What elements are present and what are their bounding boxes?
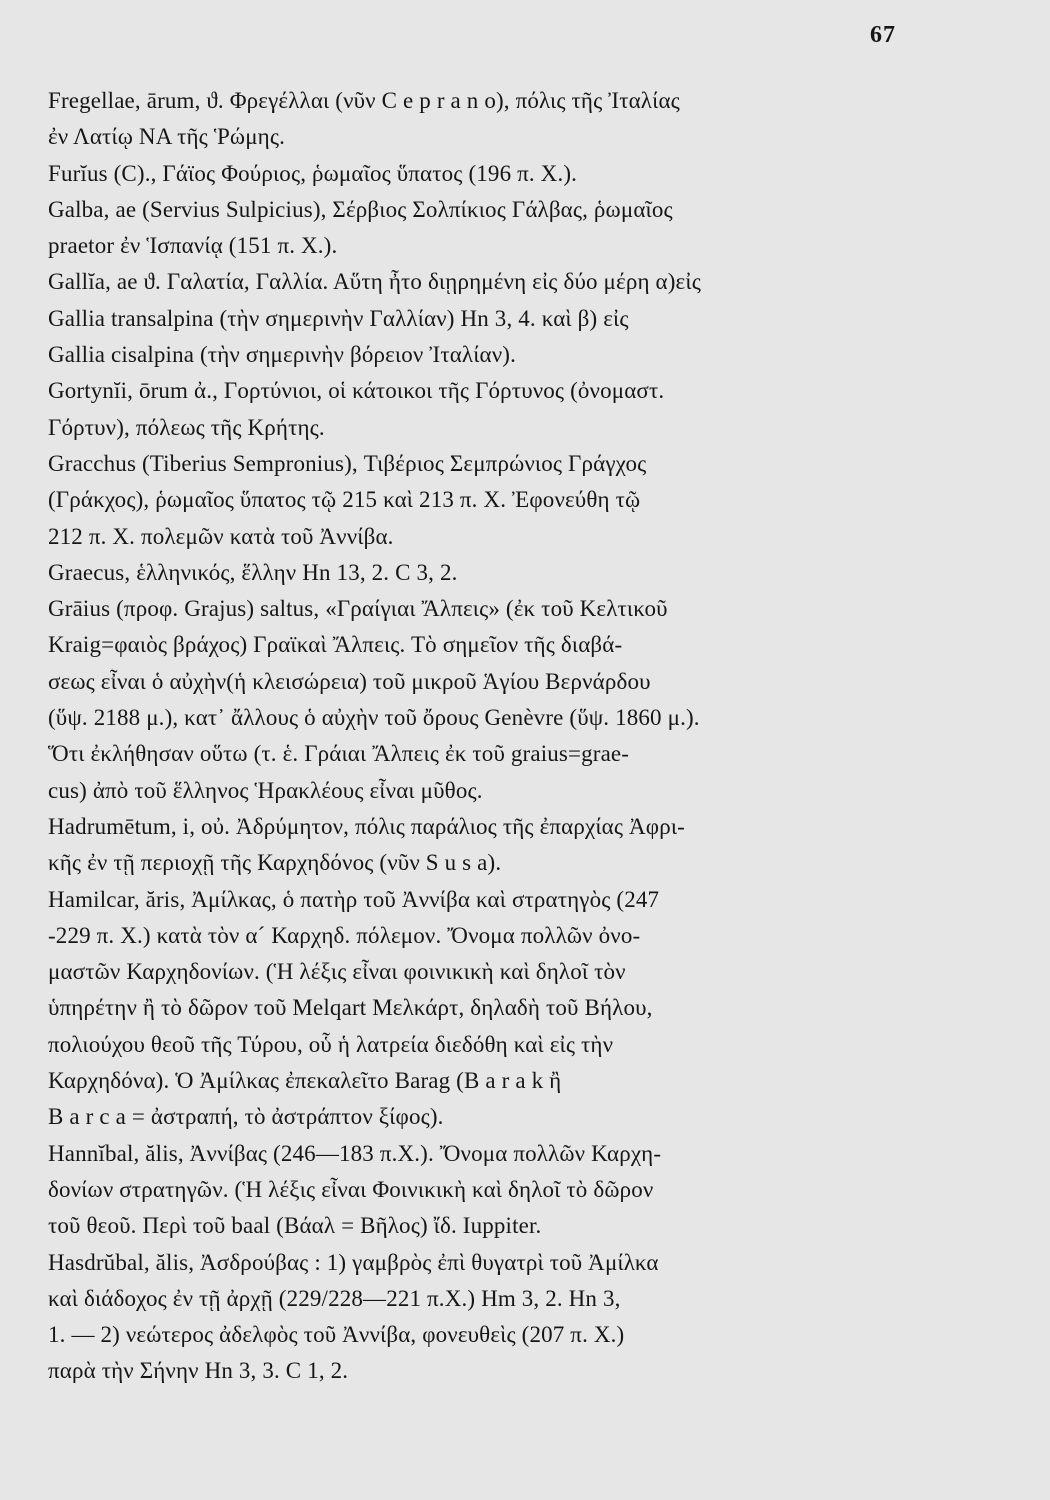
glossary-entry bbox=[48, 192, 910, 265]
entry-continuation-line: praetor ἐν Ἱσπανίᾳ (151 π. Χ.). bbox=[48, 233, 338, 259]
entry-continuation-line: Gallia transalpina (τὴν σημερινὴν Γαλλίαν) Hn 3, 4. καὶ β) εἰς bbox=[48, 305, 629, 331]
entry-continuation-line: Kraig=φαιὸς βράχος) Γραϊκαὶ Ἄλπεις. Τὸ σημεῖον τῆς διαβά- bbox=[48, 632, 623, 658]
entry-continuation-line: κῆς ἐν τῇ περιοχῇ τῆς Καρχηδόνος (νῦν S u s a). bbox=[48, 850, 502, 876]
glossary-entry bbox=[48, 373, 910, 446]
entry-headline: Hadrumētum, i, οὐ. Ἀδρύμητον, πόλις παράλιος τῆς ἐπαρχίας Ἀφρι- bbox=[48, 813, 685, 839]
entry-continuation-line: καὶ διάδοχος ἐν τῇ ἀρχῇ (229/228—221 π.Χ.) Hm 3, 2. Hn 3, bbox=[48, 1285, 621, 1311]
glossary-entry bbox=[48, 591, 910, 809]
entry-continuation-line: πολιούχου θεοῦ τῆς Τύρου, οὗ ἡ λατρεία διεδόθη καὶ εἰς τὴν bbox=[48, 1031, 614, 1057]
entry-headline: Grāius (προφ. Grajus) saltus, «Γραίγιαι Ἄλπεις» (ἐκ τοῦ Κελτικοῦ bbox=[48, 596, 668, 622]
entry-continuation-line: cus) ἀπὸ τοῦ ἕλληνος Ἡρακλέους εἶναι μῦθος. bbox=[48, 777, 483, 803]
entry-continuation-line: (Γράκχος), ῥωμαῖος ὕπατος τῷ 215 καὶ 213 π. Χ. Ἐφονεύθη τῷ bbox=[48, 487, 641, 513]
entry-continuation-line: (ὕψ. 2188 μ.), κατ᾽ ἄλλους ὁ αὐχὴν τοῦ ὄρους Genèvre (ὕψ. 1860 μ.). bbox=[48, 705, 700, 731]
entry-headline: Hannĭbal, ălis, Ἀννίβας (246—183 π.Χ.). Ὄνομα πολλῶν Καρχη- bbox=[48, 1140, 662, 1166]
glossary-entry bbox=[48, 809, 910, 882]
entry-continuation-line: ὑπηρέτην ἢ τὸ δῶρον τοῦ Melqart Μελκάρτ, δηλαδὴ τοῦ Βήλου, bbox=[48, 995, 653, 1021]
glossary-entry bbox=[48, 83, 910, 156]
entry-headline: Hamilcar, ăris, Ἀμίλκας, ὁ πατὴρ τοῦ Ἀννίβα καὶ στρατηγὸς (247 bbox=[48, 886, 660, 912]
entry-headline: Gracchus (Tiberius Sempronius), Τιβέριος Σεμπρώνιος Γράγχος bbox=[48, 450, 647, 476]
entry-continuation-line: σεως εἶναι ὁ αὐχὴν(ἡ κλεισώρεια) τοῦ μικροῦ Ἁγίου Βερνάρδου bbox=[48, 668, 651, 694]
page-number: 67 bbox=[870, 22, 896, 48]
entry-continuation-line: 212 π. Χ. πολεμῶν κατὰ τοῦ Ἀννίβα. bbox=[48, 523, 394, 549]
entry-continuation-line: ἐν Λατίῳ ΝΑ τῆς Ῥώμης. bbox=[48, 124, 286, 150]
glossary-entry bbox=[48, 1245, 910, 1390]
glossary-entry bbox=[48, 446, 910, 555]
entry-headline: Gortynĭi, ōrum ἀ., Γορτύνιοι, οἱ κάτοικοι τῆς Γόρτυνος (ὀνομαστ. bbox=[48, 378, 665, 404]
entry-headline: Fregellae, ārum, ϑ. Φρεγέλλαι (νῦν C e p r a n o), πόλις τῆς Ἰταλίας bbox=[48, 88, 680, 113]
entry-headline: Gallĭa, ae ϑ. Γαλατία, Γαλλία. Αὕτη ἦτο διῃρημένη εἰς δύο μέρη α)εἰς bbox=[48, 269, 701, 295]
entry-headline: Galba, ae (Servius Sulpicius), Σέρβιος Σολπίκιος Γάλβας, ῥωμαῖος bbox=[48, 196, 673, 222]
entry-continuation-line: μαστῶν Καρχηδονίων. (Ἡ λέξις εἶναι φοινικικὴ καὶ δηλοῖ τὸν bbox=[48, 959, 626, 985]
entry-headline: Furĭus (C)., Γάϊος Φούριος, ῥωμαῖος ὕπατος (196 π. Χ.). bbox=[48, 160, 578, 186]
entry-continuation-line: δονίων στρατηγῶν. (Ἡ λέξις εἶναι Φοινικικὴ καὶ δηλοῖ τὸ δῶρον bbox=[48, 1176, 654, 1202]
entry-continuation-line: Γόρτυν), πόλεως τῆς Κρήτης. bbox=[48, 414, 325, 440]
entry-continuation-line: παρὰ τὴν Σήνην Hn 3, 3. C 1, 2. bbox=[48, 1358, 349, 1384]
glossary-entries bbox=[48, 83, 910, 1390]
entry-continuation-line: Καρχηδόνα). Ὁ Ἀμίλκας ἐπεκαλεῖτο Barag (B a r a k ἢ bbox=[48, 1068, 562, 1094]
entry-continuation-line: -229 π. Χ.) κατὰ τὸν α´ Καρχηδ. πόλεμον. Ὄνομα πολλῶν ὀνο- bbox=[48, 922, 641, 948]
entry-continuation-line: τοῦ θεοῦ. Περὶ τοῦ baal (Βάαλ = Βῆλος) ἴδ. Iuppiter. bbox=[48, 1213, 542, 1239]
glossary-entry bbox=[48, 264, 910, 373]
entry-headline: Hasdrŭbal, ălis, Ἀσδρούβας : 1) γαμβρὸς ἐπὶ θυγατρὶ τοῦ Ἀμίλκα bbox=[48, 1249, 659, 1275]
glossary-entry bbox=[48, 156, 910, 192]
glossary-entry bbox=[48, 882, 910, 1136]
entry-continuation-line: B a r c a = ἀστραπή, τὸ ἀστράπτον ξίφος). bbox=[48, 1104, 444, 1130]
entry-continuation-line: Ὅτι ἐκλήθησαν οὕτω (τ. ἑ. Γράιαι Ἄλπεις ἐκ τοῦ graius=grae- bbox=[48, 741, 630, 767]
entry-continuation-line: 1. — 2) νεώτερος ἀδελφὸς τοῦ Ἀννίβα, φονευθεὶς (207 π. Χ.) bbox=[48, 1322, 625, 1348]
entry-continuation-line: Gallia cisalpina (τὴν σημερινὴν βόρειον Ἰταλίαν). bbox=[48, 342, 517, 368]
glossary-entry bbox=[48, 1136, 910, 1245]
glossary-entry bbox=[48, 555, 910, 591]
entry-headline: Graecus, ἑλληνικός, ἕλλην Hn 13, 2. C 3, 2. bbox=[48, 559, 458, 585]
